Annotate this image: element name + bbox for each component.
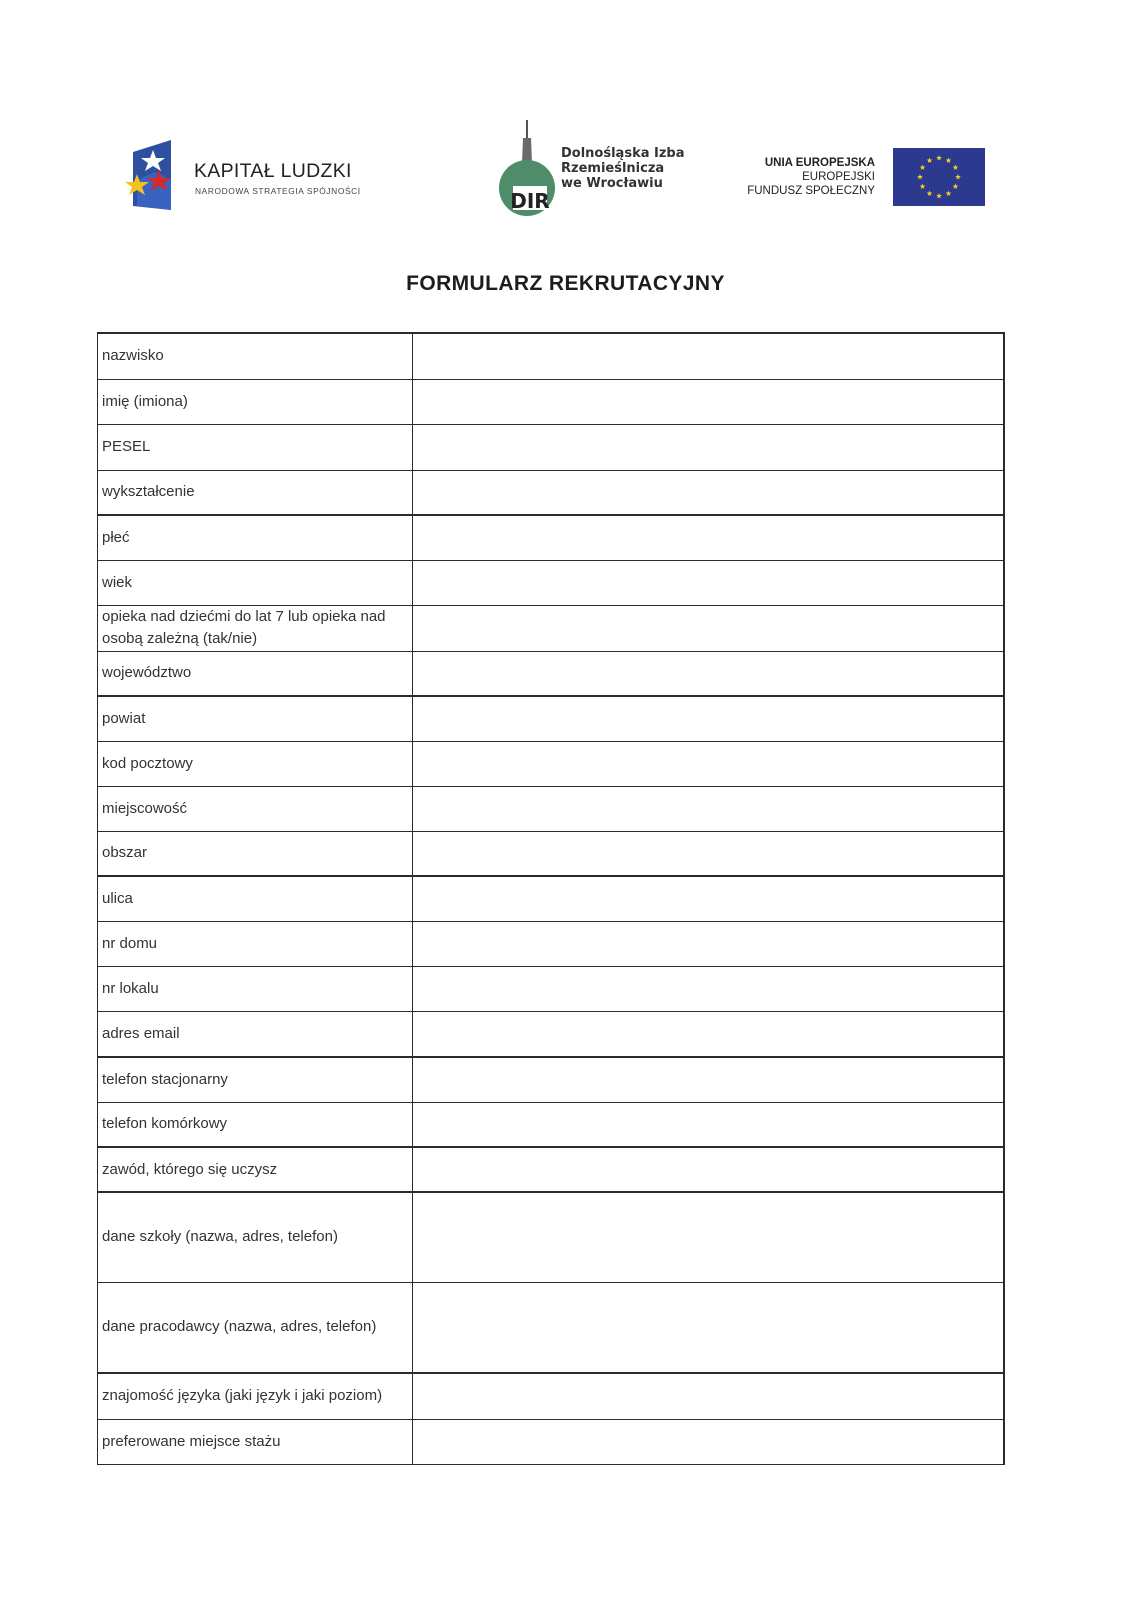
dir-name bbox=[561, 146, 685, 191]
form-row bbox=[98, 696, 1005, 741]
field-label: wykształcenie bbox=[98, 470, 413, 515]
field-label: wiek bbox=[98, 560, 413, 605]
form-row bbox=[98, 560, 1005, 605]
field-label: obszar bbox=[98, 831, 413, 876]
form-row bbox=[98, 786, 1005, 831]
form-row bbox=[98, 876, 1005, 921]
field-label: telefon stacjonarny bbox=[98, 1057, 413, 1102]
form-row bbox=[98, 1011, 1005, 1057]
field-value[interactable] bbox=[412, 1373, 1004, 1419]
field-label: województwo bbox=[98, 651, 413, 696]
field-label: opieka nad dziećmi do lat 7 lub opieka nad osobą zależną (tak/nie) bbox=[98, 605, 413, 651]
form-row bbox=[98, 470, 1005, 515]
recruitment-form-table bbox=[97, 332, 1005, 1465]
field-value[interactable] bbox=[412, 786, 1004, 831]
field-label: adres email bbox=[98, 1011, 413, 1057]
eu-fund-line2: FUNDUSZ SPOŁECZNY bbox=[747, 185, 875, 197]
form-row bbox=[98, 1102, 1005, 1147]
field-value[interactable] bbox=[412, 560, 1004, 605]
form-row bbox=[98, 921, 1005, 966]
field-label: zawód, którego się uczysz bbox=[98, 1147, 413, 1192]
field-value[interactable] bbox=[412, 876, 1004, 921]
field-value[interactable] bbox=[412, 1057, 1004, 1102]
field-label: nr domu bbox=[98, 921, 413, 966]
eu-logo bbox=[740, 148, 985, 210]
field-value[interactable] bbox=[412, 1282, 1004, 1373]
field-value[interactable] bbox=[412, 424, 1004, 470]
form-row bbox=[98, 1419, 1005, 1464]
field-label: preferowane miejsce stażu bbox=[98, 1419, 413, 1464]
dir-name-line1: Dolnośląska Izba bbox=[561, 146, 685, 161]
form-row bbox=[98, 1057, 1005, 1102]
kapital-ludzki-emblem-icon bbox=[125, 140, 185, 218]
dir-emblem-icon bbox=[497, 118, 559, 218]
form-row bbox=[98, 424, 1005, 470]
field-label: PESEL bbox=[98, 424, 413, 470]
form-row bbox=[98, 966, 1005, 1011]
form-row bbox=[98, 333, 1005, 379]
kapital-ludzki-subtitle: NARODOWA STRATEGIA SPÓJNOŚCI bbox=[195, 186, 361, 196]
field-value[interactable] bbox=[412, 1147, 1004, 1192]
field-value[interactable] bbox=[412, 921, 1004, 966]
form-row bbox=[98, 741, 1005, 786]
field-label: znajomość języka (jaki język i jaki poziom) bbox=[98, 1373, 413, 1419]
field-value[interactable] bbox=[412, 966, 1004, 1011]
field-label: płeć bbox=[98, 515, 413, 560]
form-row bbox=[98, 515, 1005, 560]
eu-flag-icon bbox=[893, 148, 985, 206]
field-value[interactable] bbox=[412, 741, 1004, 786]
field-label: dane szkoły (nazwa, adres, telefon) bbox=[98, 1192, 413, 1282]
field-value[interactable] bbox=[412, 1102, 1004, 1147]
field-label: dane pracodawcy (nazwa, adres, telefon) bbox=[98, 1282, 413, 1373]
kapital-ludzki-logo bbox=[125, 140, 385, 218]
field-label: imię (imiona) bbox=[98, 379, 413, 424]
field-value[interactable] bbox=[412, 1192, 1004, 1282]
form-row bbox=[98, 1282, 1005, 1373]
dir-name-line3: we Wrocławiu bbox=[561, 176, 663, 191]
field-value[interactable] bbox=[412, 1419, 1004, 1464]
form-row bbox=[98, 1192, 1005, 1282]
form-row bbox=[98, 651, 1005, 696]
field-value[interactable] bbox=[412, 379, 1004, 424]
field-value[interactable] bbox=[412, 515, 1004, 560]
dir-name-line2: Rzemieślnicza bbox=[561, 161, 665, 176]
dir-logo bbox=[497, 118, 685, 218]
field-label: telefon komórkowy bbox=[98, 1102, 413, 1147]
page-title: FORMULARZ REKRUTACYJNY bbox=[406, 272, 725, 295]
field-value[interactable] bbox=[412, 333, 1004, 379]
field-label: powiat bbox=[98, 696, 413, 741]
field-label: kod pocztowy bbox=[98, 741, 413, 786]
field-value[interactable] bbox=[412, 605, 1004, 651]
field-label: nr lokalu bbox=[98, 966, 413, 1011]
form-row bbox=[98, 1373, 1005, 1419]
field-value[interactable] bbox=[412, 470, 1004, 515]
eu-union-label: UNIA EUROPEJSKA bbox=[764, 157, 875, 169]
field-value[interactable] bbox=[412, 651, 1004, 696]
field-value[interactable] bbox=[412, 831, 1004, 876]
field-label: miejscowość bbox=[98, 786, 413, 831]
form-row bbox=[98, 831, 1005, 876]
field-value[interactable] bbox=[412, 696, 1004, 741]
field-label: nazwisko bbox=[98, 333, 413, 379]
form-row bbox=[98, 605, 1005, 651]
dir-emblem-text: DIR bbox=[510, 189, 550, 213]
kapital-ludzki-title: KAPITAŁ LUDZKI bbox=[194, 160, 352, 182]
field-label: ulica bbox=[98, 876, 413, 921]
form-row bbox=[98, 1147, 1005, 1192]
eu-fund-line1: EUROPEJSKI bbox=[802, 171, 875, 183]
field-value[interactable] bbox=[412, 1011, 1004, 1057]
form-row bbox=[98, 379, 1005, 424]
eu-text bbox=[747, 156, 875, 198]
